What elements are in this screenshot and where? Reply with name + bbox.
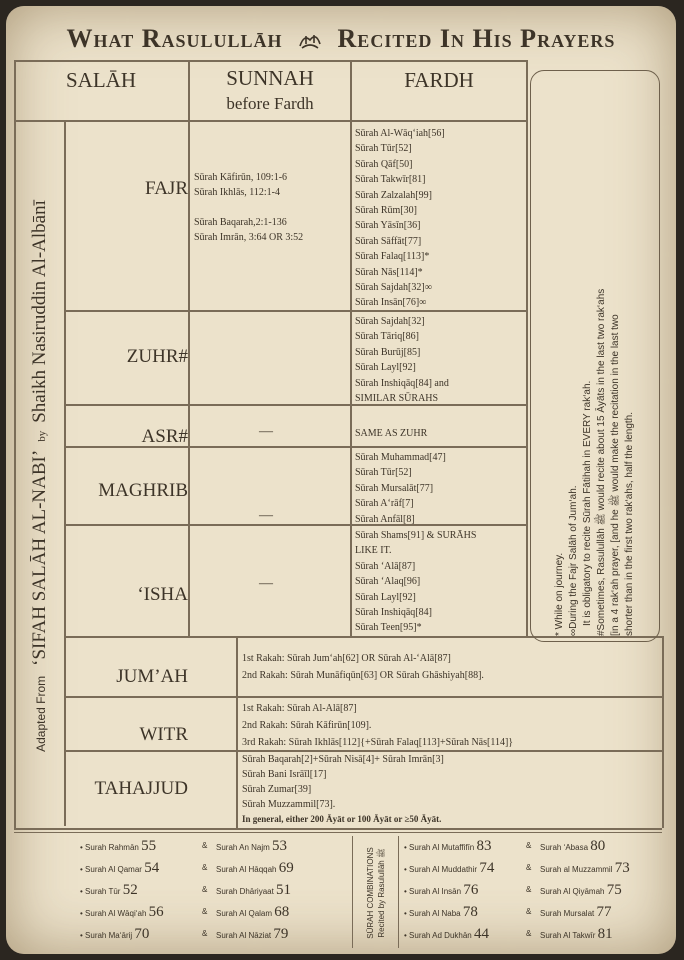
combinations-right-divider	[398, 836, 399, 948]
sunnah-fajr-line: Sūrah Ikhlās, 112:1-4	[194, 187, 281, 198]
list-item: Sūrah Tāriq[86]	[355, 331, 419, 343]
combination-number: 52	[122, 882, 138, 898]
page	[6, 6, 676, 954]
combination-surah: Surah Tūr	[85, 887, 121, 896]
row-divider-jumah	[64, 696, 662, 698]
combination-surah: Surah Mursalat	[540, 909, 595, 918]
table-border-right	[526, 60, 528, 636]
combination-right	[216, 926, 336, 943]
list-item: Sūrah Al-Wāq‘iah[56]	[355, 128, 445, 139]
side-author: Shaikh Nasiruddin Al-Albānī	[29, 200, 50, 423]
combination-right	[540, 838, 660, 855]
list-item: Sūrah Nās[114]*	[355, 266, 423, 278]
list-item: Sūrah Baqarah[2]+Sūrah Nisā[4]+ Sūrah Imrān[3]	[242, 754, 444, 765]
list-item: Sūrah Mursalāt[77]	[355, 482, 434, 494]
combinations-left-divider	[352, 836, 353, 948]
jumah-lines	[242, 650, 662, 684]
list-item: Sūrah Zumar[39]	[242, 784, 312, 795]
row-name-isha: ‘ISHA	[137, 584, 188, 605]
sunnah-fardh-divider	[350, 60, 352, 636]
combination-left: • Surah Tūr 52	[80, 882, 138, 898]
list-item: Sūrah Tūr[52]	[355, 467, 412, 479]
side-book: ‘SIFAH SALĀH AL-NABI’	[29, 449, 50, 666]
list-item: 2nd Rakah: Sūrah Munāfiqūn[63] OR Sūrah Ghāshiyah[88].	[242, 670, 484, 681]
combination-ampersand: &	[202, 907, 208, 916]
list-item: LIKE IT.	[355, 545, 392, 557]
combination-surah: Surah al Muzzammil	[540, 865, 613, 874]
row-name-fajr: FAJR	[145, 178, 188, 199]
header-salah: SALĀH	[65, 68, 136, 92]
note-journey: * While on journey.	[554, 552, 565, 636]
side-by: by	[36, 430, 48, 442]
sunnah-isha-dash: —	[259, 576, 273, 591]
combination-left: • Surah Al Insān 76	[404, 882, 479, 898]
combination-number: 44	[473, 926, 489, 942]
fardh-maghrib	[355, 450, 525, 527]
note-fatiha: It is obligatory to recite Sūrah Fātihah in EVERY rak‘ah.	[582, 380, 593, 626]
combination-ampersand: &	[202, 929, 208, 938]
note-sometimes: #Sometimes, Rasulullāh ﷺ would recite about 15 Āyāts in the last two rak‘ahs	[596, 288, 607, 636]
list-item: Sūrah Yāsīn[36]	[355, 220, 421, 232]
combination-number: 77	[596, 904, 612, 920]
combination-surah: Surah Ad Dukhān	[409, 931, 472, 940]
list-item: Sūrah Bani Isrāīl[17]	[242, 769, 327, 780]
wide-rows-border-right	[662, 636, 664, 828]
combination-left: • Surah Al Muddathir 74	[404, 860, 495, 876]
combination-number: 51	[276, 882, 292, 898]
combination-number: 75	[606, 882, 622, 898]
list-item: Sūrah Inshiqāq[84]	[355, 607, 432, 619]
combination-left: • Surah Al Mutaffifīn 83	[404, 838, 492, 854]
combination-surah: Surah Rahmān	[85, 843, 139, 852]
sunnah-fajr	[194, 170, 352, 245]
combination-surah: Surah Al Nāziat	[216, 931, 272, 940]
combination-surah: Surah Al Qalam	[216, 909, 273, 918]
combination-right	[216, 838, 336, 855]
tahajjud-lines	[242, 752, 662, 827]
combination-right	[540, 904, 660, 921]
combination-number: 74	[479, 860, 495, 876]
sunnah-fajr-spacer	[194, 200, 352, 215]
combination-right	[216, 860, 336, 877]
combination-left: • Surah Al Wāqi‘ah 56	[80, 904, 164, 920]
combinations-by: Recited by Rasulullāh ﷺ	[377, 848, 386, 938]
list-item: Sūrah Zalzalah[99]	[355, 189, 432, 201]
combination-surah: Surah Dhāriyaat	[216, 887, 274, 896]
sunnah-fajr-line: Sūrah Kāfirūn, 109:1-6	[194, 172, 288, 183]
combination-surah: Surah Ma‘ārij	[85, 931, 133, 940]
sunnah-maghrib-dash: —	[259, 508, 273, 523]
combination-left: • Surah Al Naba 78	[404, 904, 478, 920]
combinations-title: SŪRAH COMBINATIONS	[366, 847, 375, 939]
notes-panel	[530, 70, 660, 642]
wide-rows-divider	[236, 636, 238, 828]
list-item: Sūrah A‘rāf[7]	[355, 498, 414, 510]
row-name-tahajjud: TAHAJJUD	[94, 778, 188, 799]
salah-sunnah-divider	[188, 60, 190, 636]
combination-surah: Surah Al Hāqqah	[216, 865, 277, 874]
header-sunnah-sub: before Fardh	[226, 94, 314, 113]
combination-number: 54	[144, 860, 160, 876]
combination-surah: Surah An Najm	[216, 843, 270, 852]
combinations-top-border	[14, 832, 662, 833]
list-item: Sūrah Sāffāt[77]	[355, 235, 422, 247]
combination-left: • Surah Rahmān 55	[80, 838, 157, 854]
list-item: Sūrah Sajdah[32]	[355, 316, 425, 327]
header-fardh: FARDH	[404, 68, 474, 92]
row-name-jumah: JUM’AH	[116, 666, 188, 687]
list-item: Sūrah Tūr[52]	[355, 143, 412, 155]
list-item: 1st Rakah: Sūrah Al-Alā[87]	[242, 703, 357, 714]
row-name-zuhr: ZUHR#	[126, 346, 188, 367]
list-item: Sūrah ‘Alaq[96]	[355, 576, 421, 588]
combination-number: 55	[141, 838, 157, 854]
combination-right	[216, 882, 336, 899]
table-border-left	[14, 60, 16, 828]
combination-surah: Surah Al Naba	[409, 909, 461, 918]
combination-ampersand: &	[202, 885, 208, 894]
row-name-asr: ASR#	[141, 426, 188, 447]
witr-lines	[242, 700, 662, 751]
combination-left: • Surah Ma‘ārij 70	[80, 926, 150, 942]
list-item: Sūrah Teen[95]*	[355, 622, 422, 634]
side-adapted: Adapted From	[34, 675, 48, 752]
combination-ampersand: &	[526, 907, 532, 916]
combination-ampersand: &	[202, 841, 208, 850]
combination-number: 83	[476, 838, 492, 854]
table-border-bottom	[14, 828, 662, 830]
combination-number: 81	[597, 926, 613, 942]
side-attribution	[20, 126, 60, 826]
combination-ampersand: &	[526, 929, 532, 938]
combination-surah: Surah Al Qiyāmah	[540, 887, 605, 896]
list-item: 3rd Rakah: Sūrah Ikhlās[112]{+Sūrah Falaq[113]+Sūrah Nās[114]}	[242, 737, 514, 748]
combination-right	[540, 860, 660, 877]
list-item: Sūrah ‘Alā[87]	[355, 560, 416, 572]
list-item: Sūrah Anfāl[8]	[355, 513, 415, 525]
fardh-isha	[355, 528, 525, 636]
combination-ampersand: &	[526, 841, 532, 850]
note-four: [in a 4 rak‘ah prayer, [and he ﷺ would make the recitation in the last two	[610, 314, 621, 636]
combination-number: 69	[278, 860, 294, 876]
combination-right	[540, 926, 660, 943]
list-item: Sūrah Shams[91] & SURĀHS	[355, 530, 477, 541]
combinations-label	[354, 838, 398, 948]
combination-number: 73	[614, 860, 630, 876]
fardh-asr: SAME AS ZUHR	[355, 428, 428, 439]
list-item: Sūrah Sajdah[32]∞	[355, 282, 432, 294]
list-item: SIMILAR SŪRAHS	[355, 393, 439, 405]
fardh-fajr	[355, 126, 525, 311]
combination-surah: Surah Al Mutaffifīn	[409, 843, 475, 852]
notes-text	[553, 76, 637, 636]
side-column-divider	[64, 120, 66, 826]
fardh-zuhr	[355, 314, 525, 406]
combination-number: 78	[462, 904, 478, 920]
combination-number: 53	[272, 838, 288, 854]
page-title	[6, 24, 676, 54]
list-item: 1st Rakah: Sūrah Jum‘ah[62] OR Sūrah Al-‘Alā[87]	[242, 653, 451, 664]
combination-surah: Surah Al Muddathir	[409, 865, 478, 874]
combination-left: • Surah Ad Dukhān 44	[404, 926, 489, 942]
combination-number: 70	[134, 926, 150, 942]
list-item: Sūrah Qāf[50]	[355, 158, 413, 170]
list-item: 2nd Rakah: Sūrah Kāfirūn[109].	[242, 720, 372, 731]
title-left: What Rasulullāh	[66, 24, 283, 53]
combination-right	[216, 904, 336, 921]
calligraphy-seal-icon	[296, 30, 324, 52]
list-item: Sūrah Muhammad[47]	[355, 452, 446, 463]
list-item: Sūrah Muzzammil[73].	[242, 799, 336, 810]
combination-surah: Surah Al Insān	[409, 887, 462, 896]
combination-ampersand: &	[202, 863, 208, 872]
combination-number: 80	[590, 838, 606, 854]
combination-ampersand: &	[526, 885, 532, 894]
list-item: Sūrah Layl[92]	[355, 591, 416, 603]
row-name-maghrib: MAGHRIB	[98, 480, 188, 501]
list-item: Sūrah Inshiqāq[84] and	[355, 377, 449, 389]
list-item: Sūrah Rūm[30]	[355, 205, 417, 217]
list-item: Sūrah Burūj[85]	[355, 346, 421, 358]
combination-number: 68	[274, 904, 290, 920]
list-item: In general, either 200 Āyāt or 100 Āyāt or ≥50 Āyāt.	[242, 814, 442, 824]
combination-surah: Surah Al Wāqi‘ah	[85, 909, 147, 918]
list-item: Sūrah Falaq[113]*	[355, 251, 430, 263]
note-fajr-jumah: ∞During the Fajr Salāh of Jum‘ah.	[568, 485, 579, 636]
combination-surah: Surah ‘Abasa	[540, 843, 589, 852]
list-item: Sūrah Takwīr[81]	[355, 174, 426, 186]
row-name-witr: WITR	[139, 724, 188, 745]
combination-surah: Surah Al Takwīr	[540, 931, 596, 940]
sunnah-asr-dash: —	[259, 424, 273, 439]
title-right: Recited In His Prayers	[337, 24, 616, 53]
header-divider	[14, 120, 526, 122]
list-item: Sūrah Insān[76]∞	[355, 297, 427, 309]
combination-right	[540, 882, 660, 899]
combination-ampersand: &	[526, 863, 532, 872]
header-sunnah: SUNNAH	[226, 66, 314, 90]
sunnah-fajr-line: Sūrah Baqarah,2:1-136	[194, 217, 287, 228]
combination-surah: Surah Al Qamar	[85, 865, 142, 874]
sunnah-fajr-line: Sūrah Imrān, 3:64 OR 3:52	[194, 232, 304, 243]
note-shorter: shorter than in the first two rak‘ahs, half the length.	[624, 411, 635, 636]
combination-left: • Surah Al Qamar 54	[80, 860, 160, 876]
combination-number: 56	[148, 904, 164, 920]
list-item: Sūrah Layl[92]	[355, 362, 416, 374]
table-border-top	[14, 60, 526, 62]
combination-number: 79	[273, 926, 289, 942]
combination-number: 76	[463, 882, 479, 898]
